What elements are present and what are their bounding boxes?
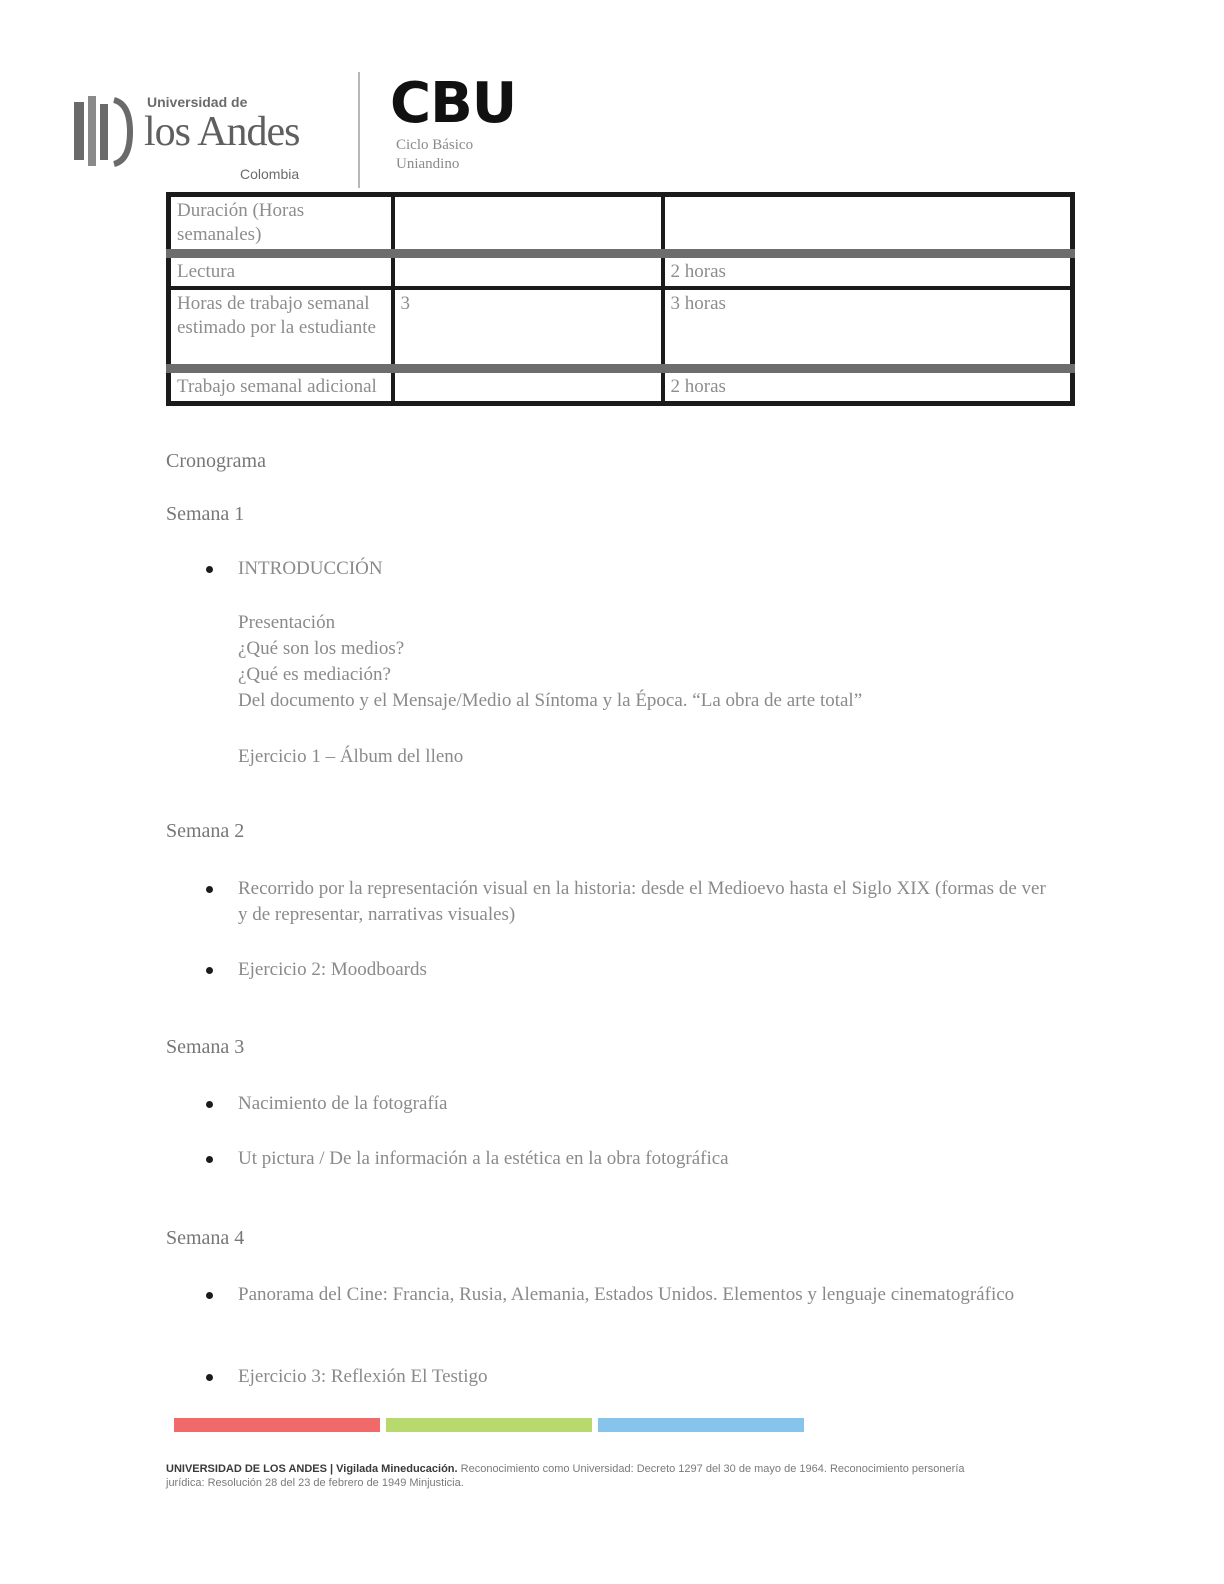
color-segment [386,1418,592,1432]
universidad-logo [72,82,324,182]
topic-line: Presentación [238,612,336,633]
week-4-list-b [206,1364,1046,1390]
week-2-list [206,876,1046,928]
course-hours-table [166,192,1075,406]
list-item: Ut pictura / De la información a la estética en la obra fotográfica [206,1146,1046,1172]
program-subtitle-line-1: Ciclo Básico [396,137,474,153]
table-row [169,288,1073,368]
week-2-list-b [206,957,1046,983]
week-4-list [206,1282,1046,1308]
footer-institution: UNIVERSIDAD DE LOS ANDES | Vigilada Mineducación. [166,1463,458,1475]
table-cell [393,195,663,254]
program-subtitle [396,136,473,174]
university-country: Colombia [240,166,300,182]
week-1-exercise: Ejercicio 1 – Álbum del lleno [238,746,464,767]
table-cell [393,254,663,289]
week-4-heading: Semana 4 [166,1227,245,1249]
list-item: Panorama del Cine: Francia, Rusia, Alemania, Estados Unidos. Elementos y lenguaje cinematográfico [206,1282,1046,1308]
week-1-topics [238,610,1038,714]
table-row [169,195,1073,254]
table-cell: Lectura [169,254,393,289]
page-header [72,72,532,190]
program-logo: CBU [390,71,517,136]
week-3-heading: Semana 3 [166,1036,245,1058]
week-1-list [206,556,1046,582]
footer-color-bar [174,1418,808,1432]
list-item: Ejercicio 3: Reflexión El Testigo [206,1364,1046,1390]
table-cell [393,368,663,403]
university-name-small: Universidad de [147,94,248,110]
week-3-list [206,1091,1046,1117]
table-row [169,254,1073,289]
table-cell: 2 horas [663,368,1073,403]
footer-legal-text [166,1462,986,1490]
color-segment [174,1418,380,1432]
table-cell: Trabajo semanal adicional [169,368,393,403]
table-cell: Horas de trabajo semanal estimado por la estudiante [169,288,393,368]
table-cell: 2 horas [663,254,1073,289]
week-1-heading: Semana 1 [166,503,245,525]
topic-line: ¿Qué es mediación? [238,664,391,685]
footer-legal-details: Reconocimiento como Universidad: Decreto 1297 del 30 de mayo de 1964. Reconocimiento personería jurídica: Resolución 28 del 23 de febrero de 1949 Minjusticia. [166,1463,965,1489]
list-item: INTRODUCCIÓN [206,556,1046,582]
week-2-heading: Semana 2 [166,820,245,842]
topic-line: ¿Qué son los medios? [238,638,405,659]
table-cell: Duración (Horas semanales) [169,195,393,254]
table-cell [663,195,1073,254]
table-cell: 3 [393,288,663,368]
list-item: Nacimiento de la fotografía [206,1091,1046,1117]
university-name-big: los Andes [144,109,300,155]
program-subtitle-line-2: Uniandino [396,156,460,172]
university-seal-icon [72,94,136,168]
header-divider [358,72,360,188]
topic-line: Del documento y el Mensaje/Medio al Síntoma y la Época. “La obra de arte total” [238,690,863,711]
list-item: Recorrido por la representación visual en la historia: desde el Medioevo hasta el Siglo XIX (formas de ver y de representar, narrativas visuales) [206,876,1046,928]
color-segment [598,1418,804,1432]
cronograma-heading: Cronograma [166,450,266,472]
table-row [169,368,1073,403]
week-3-list-b [206,1146,1046,1172]
list-item: Ejercicio 2: Moodboards [206,957,1046,983]
table-cell: 3 horas [663,288,1073,368]
